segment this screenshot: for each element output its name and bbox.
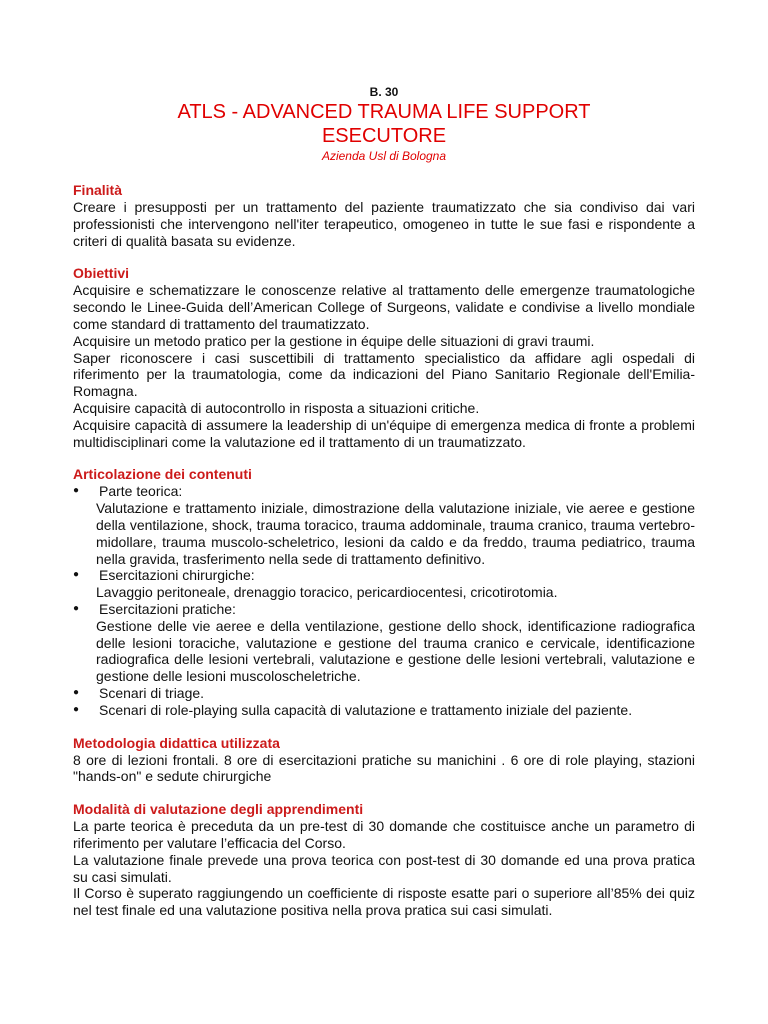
list-item-body: Lavaggio peritoneale, drenaggio toracico, pericardiocentesi, cricotirotomia. xyxy=(96,584,558,601)
list-item-title: Scenari di role-playing sulla capacità di valutazione e trattamento iniziale del paziente. xyxy=(99,701,633,718)
bullet-icon: ● xyxy=(73,485,80,497)
obiettivi-paragraph: Acquisire un metodo pratico per la gestione in équipe delle situazioni di gravi traumi. xyxy=(73,332,595,349)
course-code: B. 30 xyxy=(369,85,399,99)
list-item-title: Scenari di triage. xyxy=(99,684,205,701)
list-item-title: Esercitazioni pratiche: xyxy=(99,600,236,617)
bullet-icon: ● xyxy=(73,703,80,715)
section-articolazione xyxy=(73,466,695,718)
list-item xyxy=(73,601,695,685)
section-heading-obiettivi: Obiettivi xyxy=(73,265,130,282)
section-heading-metodologia: Metodologia didattica utilizzata xyxy=(73,734,280,751)
section-modalita xyxy=(73,801,695,919)
modalita-paragraph: La parte teorica è preceduta da un pre-test di 30 domande che costituisce anche un parametro di riferimento per valutare l’efficacia del Corso. xyxy=(73,818,695,851)
list-item xyxy=(73,702,695,719)
obiettivi-paragraph: Acquisire e schematizzare le conoscenze relative al trattamento delle emergenze traumatologiche secondo le Linee-Guida dell’American College of Surgeons, validate e condivise a livello mondiale come standard di trattamento del traumatizzato. xyxy=(73,282,695,332)
list-item-title: Parte teorica: xyxy=(99,483,183,500)
finalita-paragraph: Creare i presupposti per un trattamento del paziente traumatizzato che sia condiviso dai vari professionisti che intervengono nell'iter terapeutico, omogeneo in tutte le sue fasi e rispondente a criteri di qualità basata su evidenze. xyxy=(73,199,695,249)
modalita-paragraph: La valutazione finale prevede una prova teorica con post-test di 30 domande ed una prova pratica su casi simulati. xyxy=(73,851,695,885)
section-metodologia xyxy=(73,735,695,786)
section-finalita xyxy=(73,182,695,249)
obiettivi-paragraph: Acquisire capacità di autocontrollo in risposta a situazioni critiche. xyxy=(73,399,480,416)
list-item xyxy=(73,685,695,702)
document-page xyxy=(73,84,695,919)
course-title-line1: ATLS - ADVANCED TRAUMA LIFE SUPPORT xyxy=(177,101,591,123)
organization-subtitle: Azienda Usl di Bologna xyxy=(321,149,447,163)
obiettivi-paragraph: Saper riconoscere i casi suscettibili di trattamento specialistico da affidare agli ospedali di riferimento per la traumatologia, come da indicazioni del Piano Sanitario Regionale dell'Emilia-Romagna. xyxy=(73,349,695,400)
contents-list xyxy=(73,483,695,718)
list-item xyxy=(73,483,695,567)
bullet-icon: ● xyxy=(73,569,80,581)
section-heading-finalita: Finalità xyxy=(73,182,123,198)
list-item-body: Valutazione e trattamento iniziale, dimostrazione della valutazione iniziale, vie aeree e gestione della ventilazione, shock, trauma toracico, trauma addominale, trauma cranico, trauma vertebro-midollare, trauma muscolo-scheletrico, lesioni da caldo e da freddo, trauma pediatrico, trauma nella gravida, trasferimento nella sede di trattamento definitivo. xyxy=(96,500,695,567)
modalita-paragraph: Il Corso è superato raggiungendo un coefficiente di risposte esatte pari o superiore all’85% dei quiz nel test finale ed una valutazione positiva nella prova pratica sui casi simulati. xyxy=(73,885,695,919)
course-title-line2: ESECUTORE xyxy=(321,125,447,147)
bullet-icon: ● xyxy=(73,686,80,698)
list-item-body: Gestione delle vie aeree e della ventilazione, gestione dello shock, identificazione radiografica delle lesioni toraciche, valutazione e gestione del trauma cranico e cervicale, identificazione radiografica delle lesioni vertebrali, valutazione e gestione delle lesioni vertebrali, valutazione e gestione delle lesioni muscoloscheletriche. xyxy=(96,617,695,685)
list-item xyxy=(73,567,695,601)
metodologia-paragraph: 8 ore di lezioni frontali. 8 ore di esercitazioni pratiche su manichini . 6 ore di role playing, stazioni "hands-on" e sedute chirurgiche xyxy=(73,751,695,785)
obiettivi-paragraph: Acquisire capacità di assumere la leadership di un'équipe di emergenza medica di fronte a problemi multidisciplinari come la valutazione ed il trattamento di un traumatizzato. xyxy=(73,416,695,450)
list-item-title: Esercitazioni chirurgiche: xyxy=(99,567,255,584)
bullet-icon: ● xyxy=(73,602,80,614)
section-obiettivi xyxy=(73,265,695,450)
section-heading-articolazione: Articolazione dei contenuti xyxy=(73,466,252,483)
section-heading-modalita: Modalità di valutazione degli apprendimenti xyxy=(73,801,364,818)
